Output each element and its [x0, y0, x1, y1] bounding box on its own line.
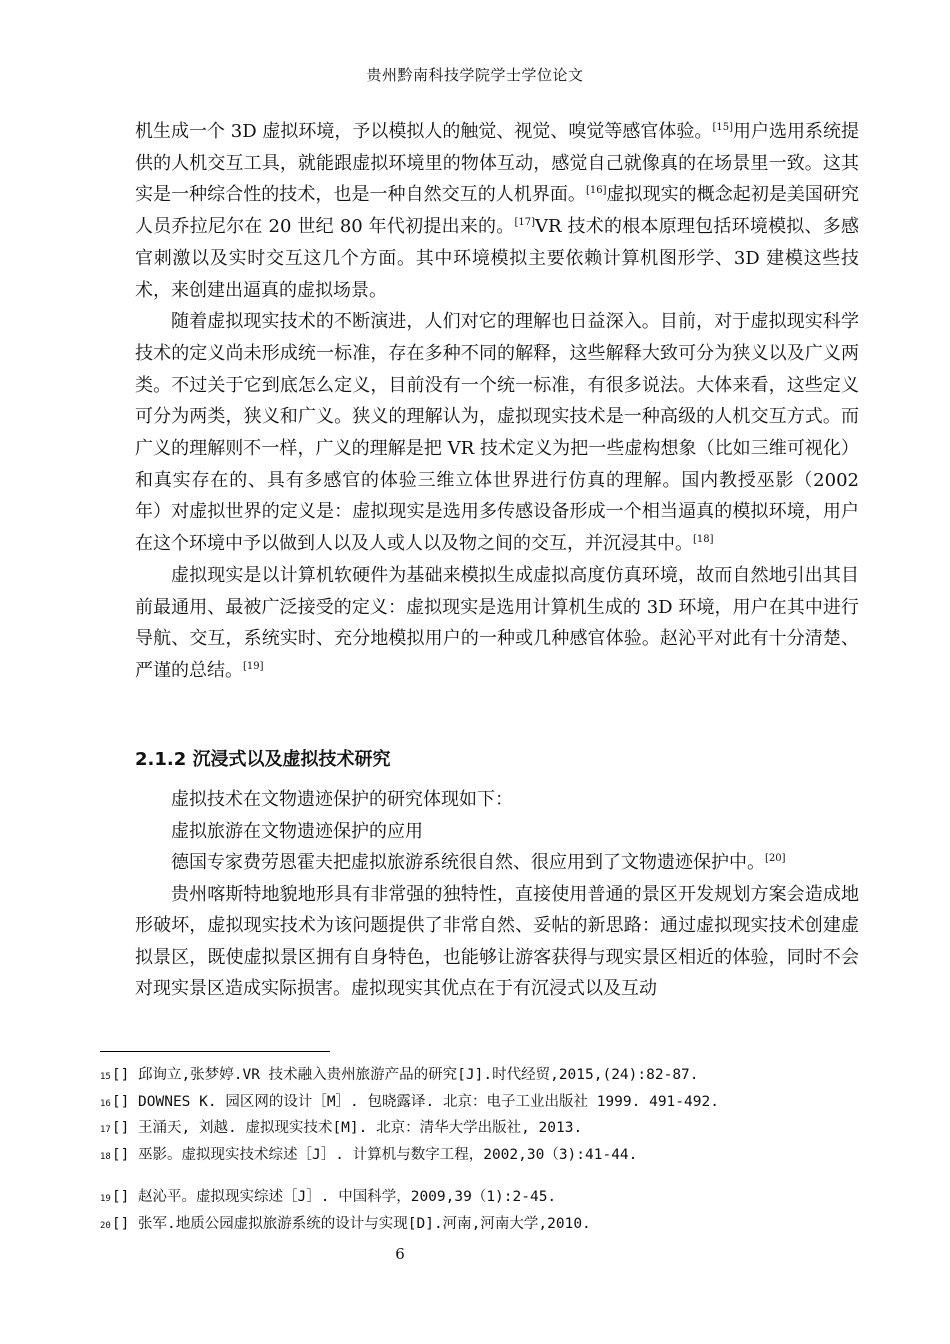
- paragraph-text: 虚拟旅游在文物遗迹保护的应用: [171, 820, 423, 842]
- citation-ref: [18]: [693, 534, 714, 546]
- footnote-number: 18: [100, 1151, 111, 1162]
- footnote: [100, 1090, 880, 1117]
- paragraph-text: 虚拟现实的概念起初是美国研究人员乔拉尼尔在 20 世纪 80 年代初提出来的。: [135, 184, 860, 238]
- paragraph: [135, 784, 859, 816]
- citation-ref: [16]: [585, 185, 607, 197]
- paragraph: [135, 116, 859, 306]
- footnote: [100, 1185, 880, 1212]
- footnote: [100, 1212, 880, 1239]
- page-number: 6: [395, 1245, 405, 1263]
- footnote-separator: [100, 1051, 330, 1052]
- paragraph: [135, 560, 859, 687]
- paragraph-text: 虚拟技术在文物遗迹保护的研究体现如下：: [171, 789, 513, 810]
- body-section-2: [135, 784, 859, 1005]
- footnote-number: 15: [100, 1072, 111, 1082]
- footnote: [100, 1063, 880, 1090]
- body-section-1: [135, 116, 859, 687]
- paragraph: [135, 879, 859, 1005]
- paragraph-text: 虚拟现实是以计算机软硬件为基础来模拟生成虚拟高度仿真环境，故而自然地引出其目前最通用、最被广泛接受的定义：虚拟现实是选用计算机生成的 3D 环境，用户在其中进行导航、交互，系统实时、充分地模拟用户的一种或几种感官体验。赵沁平对此有十分清楚、严谨的总结。: [135, 564, 859, 681]
- citation-ref: [20]: [765, 853, 786, 864]
- page-header: 贵州黔南科技学院学士学位论文: [366, 66, 584, 84]
- footnote-number: 17: [100, 1125, 111, 1135]
- footnote: [100, 1143, 880, 1170]
- footnote-text: [] 巫影。虚拟现实技术综述［J］. 计算机与数字工程，2002,30（3):41-44.: [111, 1146, 638, 1163]
- footnote-text: [] DOWNES K. 园区网的设计［M］. 包晓露译. 北京：电子工业出版社 1999. 491-492.: [111, 1093, 719, 1110]
- paragraph-text: 随着虚拟现实技术的不断演进，人们对它的理解也日益深入。目前，对于虚拟现实科学技术的定义尚未形成统一标准，存在多种不同的解释，这些解释大致可分为狭义以及广义两类。不过关于它到底怎么定义，目前没有一个统一标准，有很多说法。大体来看，这些定义可分为两类，狭义和广义。狭义的理解认为，虚拟现实技术是一种高级的人机交互方式。而广义的理解则不一样，广义的理解是把 VR 技术定义为把一些虚构想象（比如三维可视化）和真实存在的、具有多感官的体验三维立体世界进行仿真的理解。国内教授巫影（2002 年）对虚拟世界的定义是：虚拟现实是选用多传感设备形成一个相当逼真的模拟环境，用户在这个环境中予以做到人以及人或人以及物之间的交互，并沉浸其中。: [135, 311, 859, 555]
- paragraph-text: 用户选用系统提供的人机交互工具，就能跟虚拟环境里的物体互动，感觉自己就像真的在场景里一致。这其实是一种综合性的技术，也是一种自然交互的人机界面。: [135, 121, 860, 206]
- citation-ref: [17]: [514, 217, 536, 229]
- footnote-text: [] 邱询立,张梦婷.VR 技术融入贵州旅游产品的研究[J].时代经贸,2015,(24):82-87.: [111, 1067, 699, 1083]
- paragraph-text: 德国专家费劳恩霍夫把虚拟旅游系统很自然、很应用到了文物遗迹保护中。: [171, 852, 765, 873]
- paragraph-text: 贵州喀斯特地貌地形具有非常强的独特性，直接使用普通的景区开发规划方案会造成地形破坏，虚拟现实技术为该问题提供了非常自然、妥帖的新思路：通过虚拟现实技术创建虚拟景区，既使虚拟景区拥有自身特色，也能够让游客获得与现实景区相近的体验，同时不会对现实景区造成实际损害。虚拟现实其优点在于有沉浸式以及互动: [135, 883, 859, 999]
- footnote-number: 19: [100, 1194, 111, 1204]
- footnote-list: [100, 1063, 880, 1169]
- citation-ref: [19]: [243, 660, 264, 672]
- footnote-number: 16: [100, 1098, 111, 1109]
- footnote-text: [] 赵沁平。虚拟现实综述［J］. 中国科学，2009,39（1):2-45.: [111, 1189, 557, 1205]
- section-heading: 2.1.2 沉浸式以及虚拟技术研究: [135, 749, 391, 770]
- footnote: [100, 1116, 880, 1143]
- footnote-text: [] 张军.地质公园虚拟旅游系统的设计与实现[D].河南,河南大学,2010.: [111, 1215, 591, 1232]
- footnote-text: [] 王涌天, 刘越. 虚拟现实技术[M]. 北京：清华大学出版社, 2013.: [111, 1120, 583, 1136]
- paragraph-text: 机生成一个 3D 虚拟环境，予以模拟人的触觉、视觉、嗅觉等感官体验。: [135, 121, 713, 142]
- footnote-number: 20: [100, 1220, 111, 1231]
- paragraph: [135, 306, 859, 560]
- paragraph: [135, 847, 859, 879]
- paragraph: [135, 816, 859, 848]
- paragraph-text: VR 技术的根本原理包括环境模拟、多感官刺激以及实时交互这几个方面。其中环境模拟主要依赖计算机图形学、3D 建模这些技术，来创建出逼真的虚拟场景。: [135, 216, 859, 301]
- footnote-list: [100, 1185, 880, 1238]
- citation-ref: [15]: [712, 122, 733, 133]
